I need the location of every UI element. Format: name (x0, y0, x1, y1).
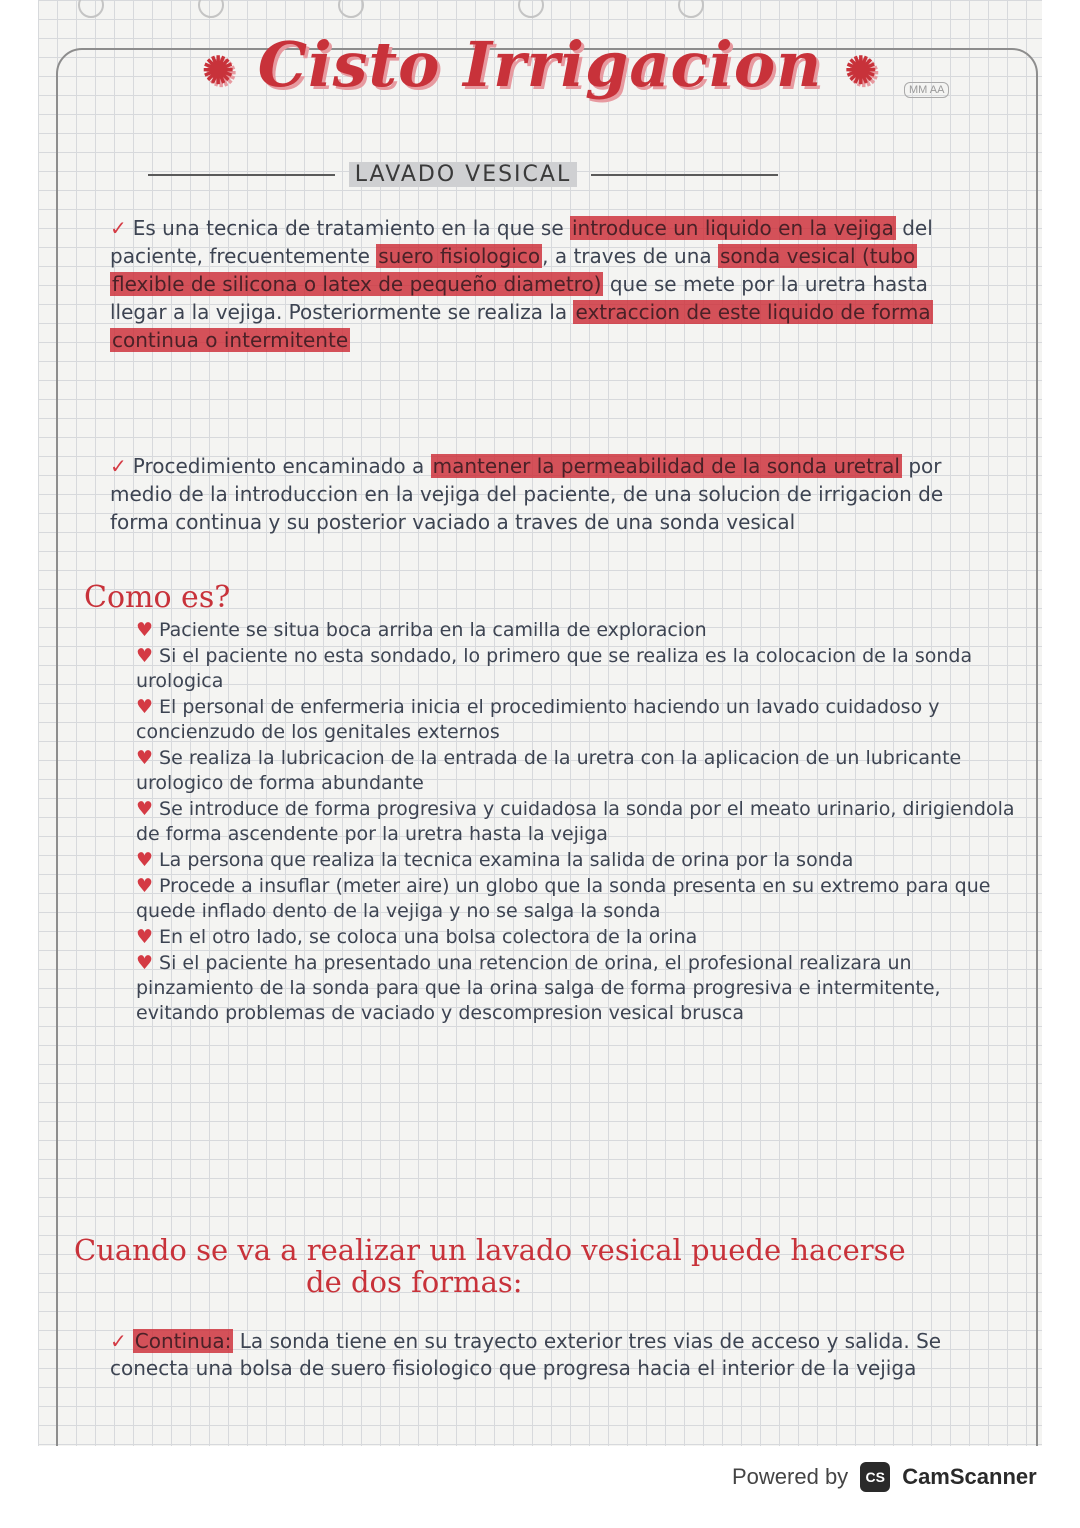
highlight: extraccion de este liquido de forma continua o intermitente (112, 300, 931, 352)
heart-icon: ♥ (136, 645, 154, 667)
list-item (136, 695, 1016, 745)
list-item-text: Se realiza la lubricacion de la entrada de la uretra con la aplicacion de un lubricante urologico de forma abundante (136, 747, 962, 794)
binder-ring (518, 0, 544, 18)
steps-list (136, 618, 1016, 1027)
binder-ring (198, 0, 224, 18)
list-item-text: Procede a insuflar (meter aire) un globo que la sonda presenta en su extremo para que quede inflado dento de la vejiga y no se salga la sonda (136, 875, 991, 922)
scanner-watermark (732, 1462, 1037, 1492)
text-run: Es una tecnica de tratamiento en la que se (132, 216, 570, 240)
heart-icon: ♥ (136, 926, 154, 948)
heading-line: Cuando se va a realizar un lavado vesical puede hacerse (74, 1233, 906, 1267)
list-item (136, 951, 1016, 1026)
highlight: sonda vesical (tubo flexible de silicona o latex de pequeño diametro) (112, 244, 916, 296)
list-item-text: La persona que realiza la tecnica examina la salida de orina por la sonda (159, 849, 854, 871)
heart-icon: ♥ (136, 747, 154, 769)
notebook-page (38, 0, 1042, 1446)
list-item (136, 644, 1016, 694)
title-text: Cisto Irrigacion (257, 28, 823, 101)
sparkle-icon: ✺ (844, 47, 878, 93)
check-icon: ✓ (110, 216, 127, 240)
procedure-paragraph (110, 452, 976, 536)
list-item-text: Paciente se situa boca arriba en la camilla de exploracion (159, 619, 707, 641)
list-item-text: Si el paciente no esta sondado, lo primero que se realiza es la colocacion de la sonda urologica (136, 645, 973, 692)
heart-icon: ♥ (136, 798, 154, 820)
heading-line: de dos formas: (306, 1265, 523, 1299)
brand-name: CamScanner (902, 1464, 1037, 1489)
list-item (136, 618, 1016, 643)
list-item (136, 874, 1016, 924)
heart-icon: ♥ (136, 952, 154, 974)
binder-ring (678, 0, 704, 18)
divider (148, 174, 335, 176)
text-run: La sonda tiene en su trayecto exterior tres vias de acceso y salida. Se conecta una bolsa de suero fisiologico que progresa hacia el interior de la vejiga (110, 1329, 942, 1380)
camscanner-logo-icon: CS (860, 1462, 890, 1492)
text-run: del paciente, frecuentemente (110, 216, 933, 268)
divider (591, 174, 778, 176)
list-item-text: Se introduce de forma progresiva y cuidadosa la sonda por el meato urinario, dirigiendola de forma ascendente por la uretra hasta la vejiga (136, 798, 1015, 845)
list-item-text: En el otro lado, se coloca una bolsa colectora de la orina (159, 926, 698, 948)
check-icon: ✓ (110, 454, 127, 478)
page-mark: MM AA (904, 82, 949, 98)
check-icon: ✓ (110, 1329, 127, 1353)
list-item (136, 925, 1016, 950)
list-item (136, 797, 1016, 847)
definition-paragraph (110, 214, 976, 354)
text-run: , a traves de una (542, 244, 719, 268)
section-heading-cuando (74, 1234, 1014, 1298)
heart-icon: ♥ (136, 875, 154, 897)
powered-by-text: Powered by (732, 1464, 849, 1489)
list-item-text: Si el paciente ha presentado una retencion de orina, el profesional realizara un pinzamiento de la sonda para que la orina salga de forma progresiva e intermitente, evitando problemas de vaciado y descompresion vesical brusca (136, 952, 941, 1024)
list-item (136, 848, 1016, 873)
binder-ring (78, 0, 104, 18)
text-run: por medio de la introduccion en la vejiga del paciente, de una solucion de irrigacion de forma continua y su posterior vaciado a traves de una sonda vesical (110, 454, 944, 534)
highlight: mantener la permeabilidad de la sonda uretral (432, 454, 900, 478)
text-run: que se mete por la uretra hasta llegar a la vejiga. Posteriormente se realiza la (110, 272, 928, 324)
highlight: suero fisiologico (378, 244, 541, 268)
list-item (136, 746, 1016, 796)
highlight: Continua: (134, 1329, 232, 1353)
heart-icon: ♥ (136, 849, 154, 871)
section-heading-como: Como es? (84, 580, 231, 615)
list-item-text: El personal de enfermeria inicia el procedimiento haciendo un lavado cuidadoso y concienzudo de los genitales externos (136, 696, 940, 743)
page-title (38, 28, 1042, 101)
subtitle-text: LAVADO VESICAL (349, 162, 577, 187)
heart-icon: ♥ (136, 696, 154, 718)
heart-icon: ♥ (136, 619, 154, 641)
subtitle (148, 162, 778, 187)
highlight: introduce un liquido en la vejiga (571, 216, 894, 240)
text-run: Procedimiento encaminado a (132, 454, 431, 478)
continua-paragraph (110, 1328, 976, 1382)
sparkle-icon: ✺ (202, 47, 236, 93)
binder-ring (338, 0, 364, 18)
